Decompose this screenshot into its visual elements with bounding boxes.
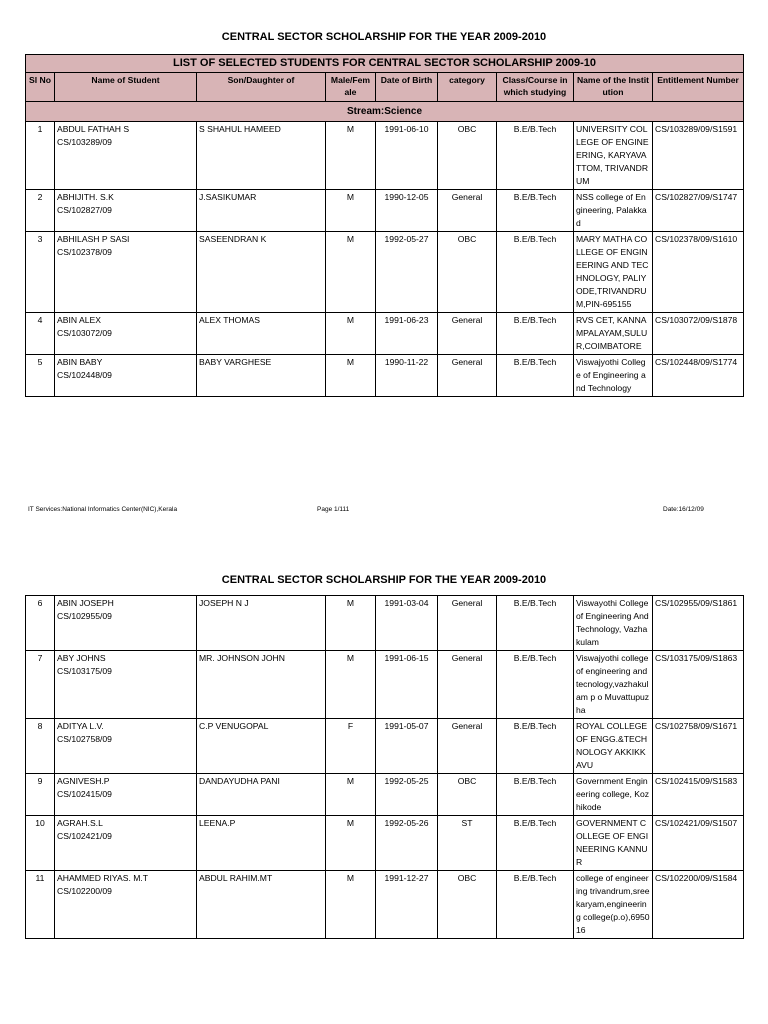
col-header-category: category [438,73,497,102]
institution-cell: MARY MATHA COLLEGE OF ENGINEERING AND TECHNOLOGY, PALIYODE,TRIVANDRUM,PIN-695155 [574,232,653,313]
dob-cell: 1991-06-23 [376,313,438,355]
sl-cell: 7 [26,651,55,719]
entitlement-cell: CS/102758/09/S1671 [653,719,744,774]
sl-cell: 8 [26,719,55,774]
parent-cell: DANDAYUDHA PANI [197,774,326,816]
col-header-entitlement: Entitlement Number [653,73,744,102]
scholarship-table-page1 [25,54,744,397]
sex-cell: F [326,719,376,774]
entitlement-cell: CS/102378/09/S1610 [653,232,744,313]
application-id: CS/102415/09 [57,789,112,799]
parent-cell: J.SASIKUMAR [197,190,326,232]
footer-org: IT Services:National Informatics Center(NIC),Kerala [28,506,178,513]
student-cell [55,313,197,355]
parent-cell: MR. JOHNSON JOHN [197,651,326,719]
entitlement-cell: CS/102448/09/S1774 [653,355,744,397]
institution-cell: college of engineering trivandrum,sreekaryam,engineering college(p.o),695016 [574,871,653,939]
institution-cell: GOVERNMENT COLLEGE OF ENGINEERING KANNUR [574,816,653,871]
sl-cell: 1 [26,122,55,190]
dob-cell: 1991-05-07 [376,719,438,774]
student-name: ABIN BABY [57,357,103,367]
student-name: ABDUL FATHAH S [57,124,130,134]
table-row [26,871,744,939]
col-header-parent: Son/Daughter of [197,73,326,102]
col-header-course: Class/Course in which studying [497,73,574,102]
student-name: ABHIJITH. S.K [57,192,114,202]
sex-cell: M [326,232,376,313]
table-row [26,596,744,651]
student-cell [55,355,197,397]
category-cell: General [438,313,497,355]
col-header-sex: Male/Fem ale [326,73,376,102]
application-id: CS/102827/09 [57,205,112,215]
course-cell: B.E/B.Tech [497,232,574,313]
sex-cell: M [326,871,376,939]
student-name: ADITYA L.V. [57,721,104,731]
stream-label: Stream:Science [26,102,744,122]
sex-cell: M [326,596,376,651]
student-cell [55,596,197,651]
student-cell [55,719,197,774]
category-cell: OBC [438,122,497,190]
dob-cell: 1991-12-27 [376,871,438,939]
table-row [26,190,744,232]
sex-cell: M [326,816,376,871]
sl-cell: 3 [26,232,55,313]
student-name: ABHILASH P SASI [57,234,130,244]
category-cell: OBC [438,871,497,939]
application-id: CS/103072/09 [57,328,112,338]
category-cell: General [438,719,497,774]
application-id: CS/103175/09 [57,666,112,676]
footer-date: Date:16/12/09 [663,506,704,513]
sl-cell: 10 [26,816,55,871]
application-id: CS/102955/09 [57,611,112,621]
student-cell [55,816,197,871]
entitlement-cell: CS/103072/09/S1878 [653,313,744,355]
course-cell: B.E/B.Tech [497,719,574,774]
entitlement-cell: CS/102421/09/S1507 [653,816,744,871]
course-cell: B.E/B.Tech [497,651,574,719]
scholarship-table-page2 [25,595,744,939]
col-header-institution: Name of the Institution [574,73,653,102]
student-name: ABIN ALEX [57,315,101,325]
parent-cell: S SHAHUL HAMEED [197,122,326,190]
dob-cell: 1991-03-04 [376,596,438,651]
table-row [26,122,744,190]
dob-cell: 1992-05-25 [376,774,438,816]
sex-cell: M [326,774,376,816]
sex-cell: M [326,122,376,190]
parent-cell: C.P VENUGOPAL [197,719,326,774]
sl-cell: 4 [26,313,55,355]
sl-cell: 11 [26,871,55,939]
table-row [26,816,744,871]
category-cell: OBC [438,232,497,313]
application-id: CS/102378/09 [57,247,112,257]
student-cell [55,122,197,190]
institution-cell: Viswajyothi college of engineering and tecnology,vazhakulam p o Muvattupuzha [574,651,653,719]
page-title: CENTRAL SECTOR SCHOLARSHIP FOR THE YEAR 2009-2010 [221,31,547,43]
course-cell: B.E/B.Tech [497,871,574,939]
student-name: AGNIVESH.P [57,776,110,786]
sex-cell: M [326,313,376,355]
course-cell: B.E/B.Tech [497,355,574,397]
table-row [26,719,744,774]
student-cell [55,871,197,939]
application-id: CS/103289/09 [57,137,112,147]
parent-cell: JOSEPH N J [197,596,326,651]
sex-cell: M [326,355,376,397]
student-cell [55,190,197,232]
course-cell: B.E/B.Tech [497,190,574,232]
sex-cell: M [326,651,376,719]
dob-cell: 1990-11-22 [376,355,438,397]
institution-cell: ROYAL COLLEGE OF ENGG.&TECHNOLOGY AKKIKKAVU [574,719,653,774]
institution-cell: RVS CET, KANNAMPALAYAM,SULUR,COIMBATORE [574,313,653,355]
sl-cell: 9 [26,774,55,816]
entitlement-cell: CS/102200/09/S1584 [653,871,744,939]
page1-rows [26,122,744,397]
course-cell: B.E/B.Tech [497,816,574,871]
student-cell [55,651,197,719]
category-cell: ST [438,816,497,871]
student-cell [55,232,197,313]
footer-page-number: Page 1/111 [317,506,350,513]
application-id: CS/102448/09 [57,370,112,380]
parent-cell: LEENA.P [197,816,326,871]
course-cell: B.E/B.Tech [497,596,574,651]
category-cell: General [438,190,497,232]
table-row [26,232,744,313]
col-header-name: Name of Student [55,73,197,102]
page2-title: CENTRAL SECTOR SCHOLARSHIP FOR THE YEAR 2009-2010 [221,574,547,586]
course-cell: B.E/B.Tech [497,313,574,355]
table-row [26,355,744,397]
student-name: ABIN JOSEPH [57,598,114,608]
dob-cell: 1992-05-26 [376,816,438,871]
parent-cell: ABDUL RAHIM.MT [197,871,326,939]
course-cell: B.E/B.Tech [497,774,574,816]
parent-cell: ALEX THOMAS [197,313,326,355]
col-header-sl-no: Sl No [26,73,55,102]
category-cell: OBC [438,774,497,816]
course-cell: B.E/B.Tech [497,122,574,190]
table-row [26,313,744,355]
application-id: CS/102200/09 [57,886,112,896]
sl-cell: 2 [26,190,55,232]
institution-cell: Government Engineering college, Kozhikode [574,774,653,816]
institution-cell: Viswajyothi College of Engineering and Technology [574,355,653,397]
student-name: ABY JOHNS [57,653,106,663]
student-name: AHAMMED RIYAS. M.T [57,873,149,883]
student-name: AGRAH.S.L [57,818,103,828]
list-caption: LIST OF SELECTED STUDENTS FOR CENTRAL SECTOR SCHOLARSHIP 2009-10 [26,55,744,73]
entitlement-cell: CS/103175/09/S1863 [653,651,744,719]
page2-rows [26,596,744,939]
sl-cell: 6 [26,596,55,651]
category-cell: General [438,596,497,651]
entitlement-cell: CS/102415/09/S1583 [653,774,744,816]
student-cell [55,774,197,816]
institution-cell: NSS college of Engineering, Palakkad [574,190,653,232]
table-row [26,651,744,719]
entitlement-cell: CS/102955/09/S1861 [653,596,744,651]
application-id: CS/102421/09 [57,831,112,841]
sex-cell: M [326,190,376,232]
dob-cell: 1991-06-15 [376,651,438,719]
table-row [26,774,744,816]
dob-cell: 1992-05-27 [376,232,438,313]
institution-cell: Viswayothi College of Engineering And Technology, Vazhakulam [574,596,653,651]
dob-cell: 1990-12-05 [376,190,438,232]
dob-cell: 1991-06-10 [376,122,438,190]
category-cell: General [438,651,497,719]
parent-cell: BABY VARGHESE [197,355,326,397]
category-cell: General [438,355,497,397]
institution-cell: UNIVERSITY COLLEGE OF ENGINEERING, KARYAVATTOM, TRIVANDRUM [574,122,653,190]
entitlement-cell: CS/103289/09/S1591 [653,122,744,190]
application-id: CS/102758/09 [57,734,112,744]
col-header-dob: Date of Birth [376,73,438,102]
sl-cell: 5 [26,355,55,397]
entitlement-cell: CS/102827/09/S1747 [653,190,744,232]
parent-cell: SASEENDRAN K [197,232,326,313]
